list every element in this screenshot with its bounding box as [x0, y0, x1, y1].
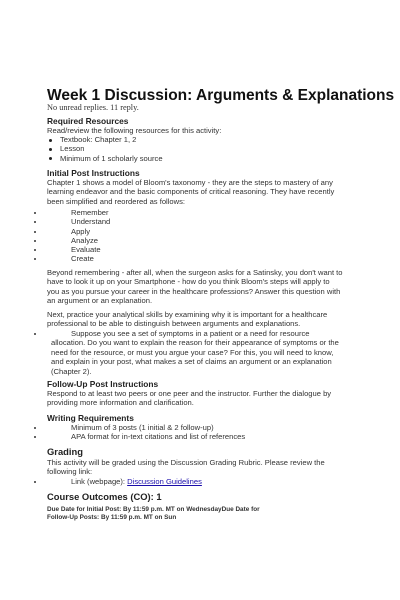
follow-up-heading: Follow-Up Post Instructions: [47, 379, 159, 389]
bullet-icon: [34, 333, 36, 335]
paragraph-line: need for the resource, or must you argue your case? For this, you will need to know,: [51, 347, 334, 357]
bloom-steps-list: [34, 208, 110, 264]
list-item: Apply: [34, 227, 110, 236]
grading-link-list: [34, 477, 202, 486]
paragraph-line: Chapter 1 shows a model of Bloom's taxonomy - they are the steps to mastery of any: [47, 178, 333, 187]
list-item: Minimum of 3 posts (1 initial & 2 follow-up): [34, 423, 245, 432]
initial-post-paragraph-1: [47, 178, 387, 206]
unread-replies-text: No unread replies.: [47, 103, 109, 112]
paragraph-line: and explain in your post, what makes a set of claims an argument or an explanation: [51, 357, 332, 367]
required-resources-list: [47, 135, 163, 163]
list-item: Analyze: [34, 236, 110, 245]
reply-count[interactable]: 11 reply.: [110, 103, 139, 112]
list-item: Remember: [34, 208, 110, 217]
writing-requirements-heading: Writing Requirements: [47, 413, 134, 423]
paragraph-line: This activity will be graded using the Discussion Grading Rubric. Please review the: [47, 458, 325, 467]
grading-heading: Grading: [47, 446, 83, 457]
initial-post-heading: Initial Post Instructions: [47, 168, 140, 178]
paragraph-line: been simplified and reordered as follows:: [47, 196, 186, 206]
paragraph-line: Next, practice your analytical skills by examining why it is important for a healthcare: [47, 310, 328, 319]
paragraph-line: Beyond remembering - after all, when the surgeon asks for a Satinsky, you don't want to: [47, 268, 343, 277]
due-date-text: [47, 506, 260, 522]
list-item: Textbook: Chapter 1, 2: [47, 135, 163, 144]
due-date-line: Follow-Up Posts: By 11:59 p.m. MT on Sun: [47, 514, 177, 521]
initial-post-paragraph-3: [47, 310, 387, 329]
paragraph-line: an argument or an explanation.: [47, 296, 153, 306]
initial-post-paragraph-2: [47, 268, 387, 306]
required-resources-heading: Required Resources: [47, 116, 129, 126]
due-date-line: Due Date for Initial Post: By 11:59 p.m. MT on WednesdayDue Date for: [47, 506, 260, 513]
paragraph-line: Suppose you see a set of symptoms in a patient or a need for resource: [71, 329, 310, 338]
writing-requirements-list: [34, 423, 245, 442]
list-item: Create: [34, 254, 110, 263]
list-item: Minimum of 1 scholarly source: [47, 154, 163, 163]
paragraph-line: allocation. Do you want to explain the reason for their appearance of symptoms or the: [51, 338, 339, 348]
follow-up-text: [47, 389, 387, 408]
reply-status: [47, 103, 139, 112]
paragraph-line: professional to be able to distinguish between arguments and explanations.: [47, 319, 301, 329]
page-title: Week 1 Discussion: Arguments & Explanations: [47, 87, 395, 104]
paragraph-line: (Chapter 2).: [51, 366, 92, 376]
paragraph-line: Respond to at least two peers or one peer and the instructor. Further the dialogue by: [47, 389, 332, 398]
paragraph-line: following link:: [47, 467, 93, 477]
paragraph-line: providing more information and clarification.: [47, 398, 194, 408]
list-item: [34, 477, 202, 486]
paragraph-line: have to look it up on your Smartphone - how do you think Bloom's steps will apply to: [47, 277, 330, 287]
list-item: Lesson: [47, 144, 163, 153]
link-prefix: Link (webpage):: [71, 477, 128, 486]
list-item: Evaluate: [34, 245, 110, 254]
paragraph-line: learning endeavor and the basic components of critical reasoning. They have recently: [47, 187, 335, 197]
paragraph-line: you as you pursue your career in the healthcare professions? Answer this question with: [47, 286, 341, 296]
symptoms-scenario: [47, 329, 387, 376]
course-outcomes: Course Outcomes (CO): 1: [47, 491, 162, 502]
list-item: Understand: [34, 217, 110, 226]
grading-text: [47, 458, 387, 477]
required-resources-intro: Read/review the following resources for this activity:: [47, 126, 222, 135]
discussion-guidelines-link[interactable]: Discussion Guidelines: [127, 477, 202, 486]
list-item: APA format for in-text citations and list of references: [34, 432, 245, 441]
